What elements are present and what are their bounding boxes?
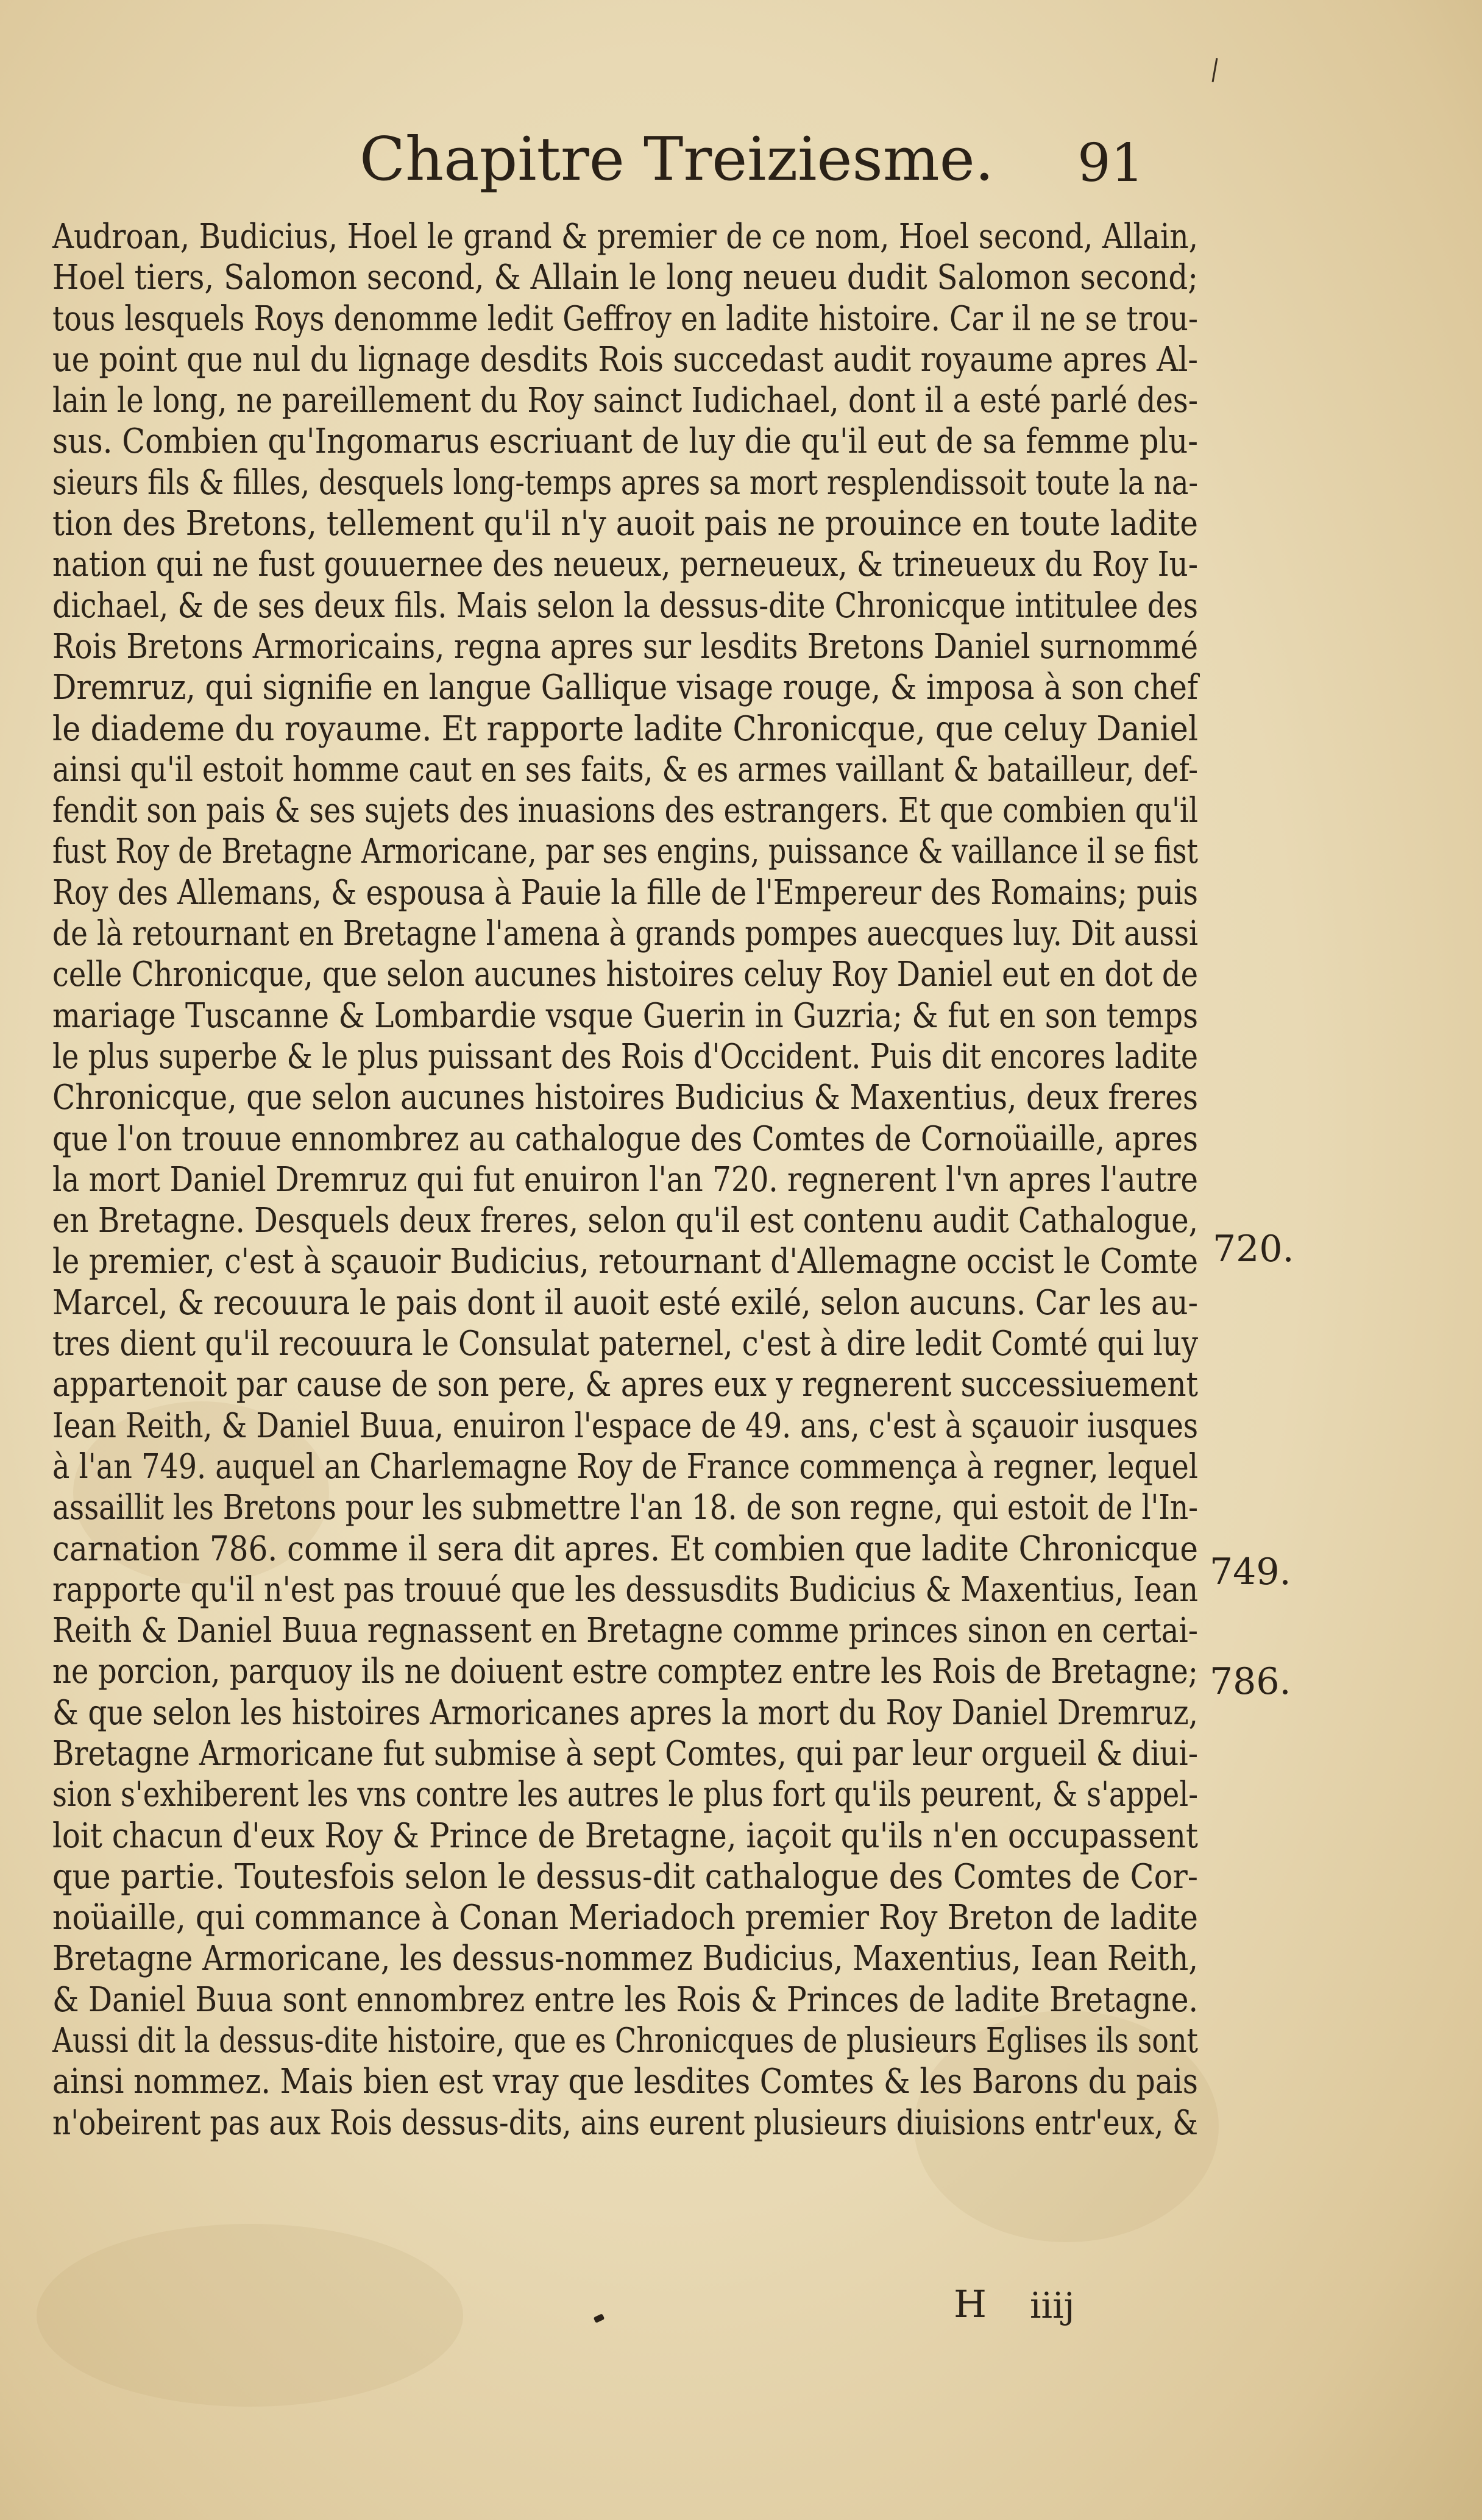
text-line-content: Audroan, Budicius, Hoel le grand & premier de ce nom, Hoel second, Allain, [52, 217, 1198, 257]
text-line-content: mariage Tuscanne & Lombardie vsque Guerin in Guzria; & fut en son temps [52, 996, 1198, 1036]
text-line [52, 586, 1210, 626]
text-line [52, 544, 1210, 585]
text-line [52, 1119, 1210, 1159]
text-line [52, 790, 1210, 831]
text-line-content: le premier, c'est à sçauoir Budicius, retournant d'Allemagne occist le Comte [52, 1242, 1198, 1282]
text-line [52, 1446, 1210, 1487]
text-line-content: lain le long, ne pareillement du Roy sainct Iudichael, dont il a esté parlé des- [52, 381, 1198, 421]
text-line [52, 1897, 1210, 1938]
text-line-content: Dremruz, qui signifie en langue Gallique visage rouge, & imposa à son chef [52, 668, 1198, 708]
text-line-content: fendit son pais & ses sujets des inuasions des estrangers. Et que combien qu'il [52, 791, 1198, 831]
text-line-content: appartenoit par cause de son pere, & apres eux y regnerent successiuement [52, 1365, 1198, 1405]
text-line-content: ainsi nommez. Mais bien est vray que lesdites Comtes & les Barons du pais [52, 2062, 1198, 2102]
text-line-content: Bretagne Armoricane, les dessus-nommez Budicius, Maxentius, Iean Reith, [52, 1939, 1198, 1979]
body-text-block [52, 216, 1210, 2143]
text-line-content: Roy des Allemans, & espousa à Pauie la fille de l'Empereur des Romains; puis [52, 872, 1198, 913]
text-line [52, 1651, 1210, 1692]
text-line [52, 1816, 1210, 1856]
text-line-content: Chronicque, que selon aucunes histoires Budicius & Maxentius, deux freres [52, 1078, 1198, 1118]
text-line [52, 1159, 1210, 1200]
text-line-content: tion des Bretons, tellement qu'il n'y auoit pais ne prouince en toute ladite [52, 504, 1198, 544]
text-line [52, 1856, 1210, 1897]
text-line-content: Iean Reith, & Daniel Buua, enuiron l'espace de 49. ans, c'est à sçauoir iusques [52, 1406, 1198, 1446]
text-line [52, 1283, 1210, 1323]
text-line [52, 2020, 1210, 2061]
text-line-content: sus. Combien qu'Ingomarus escriuant de luy die qu'il eut de sa femme plu- [52, 422, 1198, 462]
text-line [52, 667, 1210, 708]
text-line [52, 1036, 1210, 1077]
text-line-content: Hoel tiers, Salomon second, & Allain le long neueu dudit Salomon second; [52, 258, 1198, 298]
text-line-content: ue point que nul du lignage desdits Rois succedast audit royaume apres Al- [52, 339, 1198, 380]
text-line [52, 749, 1210, 790]
text-line-content: Bretagne Armoricane fut submise à sept Comtes, qui par leur orgueil & diui- [52, 1733, 1198, 1774]
text-line [52, 626, 1210, 667]
text-line [52, 1693, 1210, 1733]
text-line [52, 299, 1210, 339]
paper-stain [37, 2224, 463, 2407]
text-line [52, 1570, 1210, 1610]
text-line [52, 913, 1210, 954]
text-line-content: le plus superbe & le plus puissant des Rois d'Occident. Puis dit encores ladite [52, 1036, 1198, 1077]
text-line-content: la mort Daniel Dremruz qui fut enuiron l'an 720. regnerent l'vn apres l'autre [52, 1159, 1198, 1200]
margin-note-749: 749. [1210, 1551, 1291, 1593]
text-line [52, 1938, 1210, 1979]
text-line [52, 462, 1210, 503]
text-line-content: loit chacun d'eux Roy & Prince de Bretagne, iaçoit qu'ils n'en occupassent [52, 1816, 1198, 1856]
text-line [52, 1733, 1210, 1774]
ink-tick-mark [1212, 58, 1218, 82]
text-line-content: noüaille, qui commance à Conan Meriadoch premier Roy Breton de ladite [52, 1898, 1198, 1938]
text-line-content: Aussi dit la dessus-dite histoire, que es Chronicques de plusieurs Eglises ils sont [52, 2021, 1198, 2061]
text-line-content: rapporte qu'il n'est pas trouué que les dessusdits Budicius & Maxentius, Iean [52, 1570, 1198, 1610]
text-line-content: tres dient qu'il recouura le Consulat paternel, c'est à dire ledit Comté qui luy [52, 1324, 1198, 1364]
text-line [52, 503, 1210, 544]
text-line-content: Rois Bretons Armoricains, regna apres sur lesdits Bretons Daniel surnommé [52, 626, 1198, 667]
text-line [52, 257, 1210, 298]
text-line [52, 1529, 1210, 1570]
signature-mark: H [954, 2282, 987, 2326]
text-line-content: de là retournant en Bretagne l'amena à grands pompes auecques luy. Dit aussi [52, 914, 1198, 954]
text-line [52, 1364, 1210, 1405]
text-line-content: ainsi qu'il estoit homme caut en ses faits, & es armes vaillant & batailleur, def- [52, 749, 1198, 790]
text-line [52, 1406, 1210, 1446]
text-line [52, 1077, 1210, 1118]
text-line-content: ne porcion, parquoy ils ne doiuent estre comptez entre les Rois de Bretagne; [52, 1652, 1198, 1692]
text-line [52, 1980, 1210, 2020]
text-line [52, 1323, 1210, 1364]
text-line [52, 1200, 1210, 1241]
text-line-content: le diademe du royaume. Et rapporte ladite Chronicque, que celuy Daniel [52, 709, 1198, 749]
text-line-content: assaillit les Bretons pour les submettre l'an 18. de son regne, qui estoit de l'In- [52, 1488, 1198, 1528]
text-line [52, 709, 1210, 749]
text-line-content: Reith & Daniel Buua regnassent en Bretagne comme princes sinon en certai- [52, 1611, 1198, 1651]
text-line [52, 380, 1210, 421]
text-line-content: carnation 786. comme il sera dit apres. Et combien que ladite Chronicque [52, 1529, 1198, 1569]
text-line [52, 216, 1210, 257]
text-line [52, 339, 1210, 380]
text-line [52, 2061, 1210, 2102]
text-line-content: nation qui ne fust gouuernee des neueux, perneueux, & trineueux du Roy Iu- [52, 545, 1198, 585]
text-line [52, 954, 1210, 995]
text-line [52, 872, 1210, 913]
running-header-title: Chapitre Treiziesme. [360, 125, 994, 194]
quire-number: iiij [1030, 2285, 1075, 2326]
text-line-content: que partie. Toutesfois selon le dessus-dit cathalogue des Comtes de Cor- [52, 1856, 1198, 1897]
text-line-content: fust Roy de Bretagne Armoricane, par ses engins, puissance & vaillance il se fist [52, 832, 1198, 872]
text-line [52, 996, 1210, 1036]
text-line-content: en Bretagne. Desquels deux freres, selon qu'il est contenu audit Cathalogue, [52, 1201, 1198, 1241]
text-line [52, 1610, 1210, 1651]
text-line-content: que l'on trouue ennombrez au cathalogue des Comtes de Cornoüaille, apres [52, 1119, 1198, 1159]
text-line [52, 831, 1210, 872]
folio-number: 91 [1077, 133, 1144, 194]
text-line-content: celle Chronicque, que selon aucunes histoires celuy Roy Daniel eut en dot de [52, 955, 1198, 995]
text-line [52, 2103, 1210, 2143]
text-line-content: tous lesquels Roys denomme ledit Geffroy en ladite histoire. Car il ne se trou- [52, 299, 1198, 339]
margin-note-720: 720. [1213, 1228, 1294, 1270]
text-line [52, 421, 1210, 462]
ink-blot [594, 2313, 605, 2323]
text-line [52, 1241, 1210, 1282]
text-line-content: à l'an 749. auquel an Charlemagne Roy de France commença à regner, lequel [52, 1446, 1198, 1487]
text-line-content: dichael, & de ses deux fils. Mais selon la dessus-dite Chronicque intitulee des [52, 586, 1198, 626]
text-line-content: Marcel, & recouura le pais dont il auoit esté exilé, selon aucuns. Car les au- [52, 1283, 1198, 1323]
text-line-content: n'obeirent pas aux Rois dessus-dits, ains eurent plusieurs diuisions entr'eux, & [52, 2103, 1198, 2143]
text-line-content: sieurs fils & filles, desquels long-temps apres sa mort resplendissoit toute la na- [52, 462, 1198, 503]
text-line-content: sion s'exhiberent les vns contre les autres le plus fort qu'ils peurent, & s'appel- [52, 1775, 1198, 1815]
margin-note-786: 786. [1210, 1660, 1291, 1703]
text-line [52, 1774, 1210, 1815]
text-line-content: & que selon les histoires Armoricanes apres la mort du Roy Daniel Dremruz, [52, 1693, 1198, 1733]
text-line [52, 1487, 1210, 1528]
text-line-content: & Daniel Buua sont ennombrez entre les Rois & Princes de ladite Bretagne. [52, 1980, 1198, 2020]
